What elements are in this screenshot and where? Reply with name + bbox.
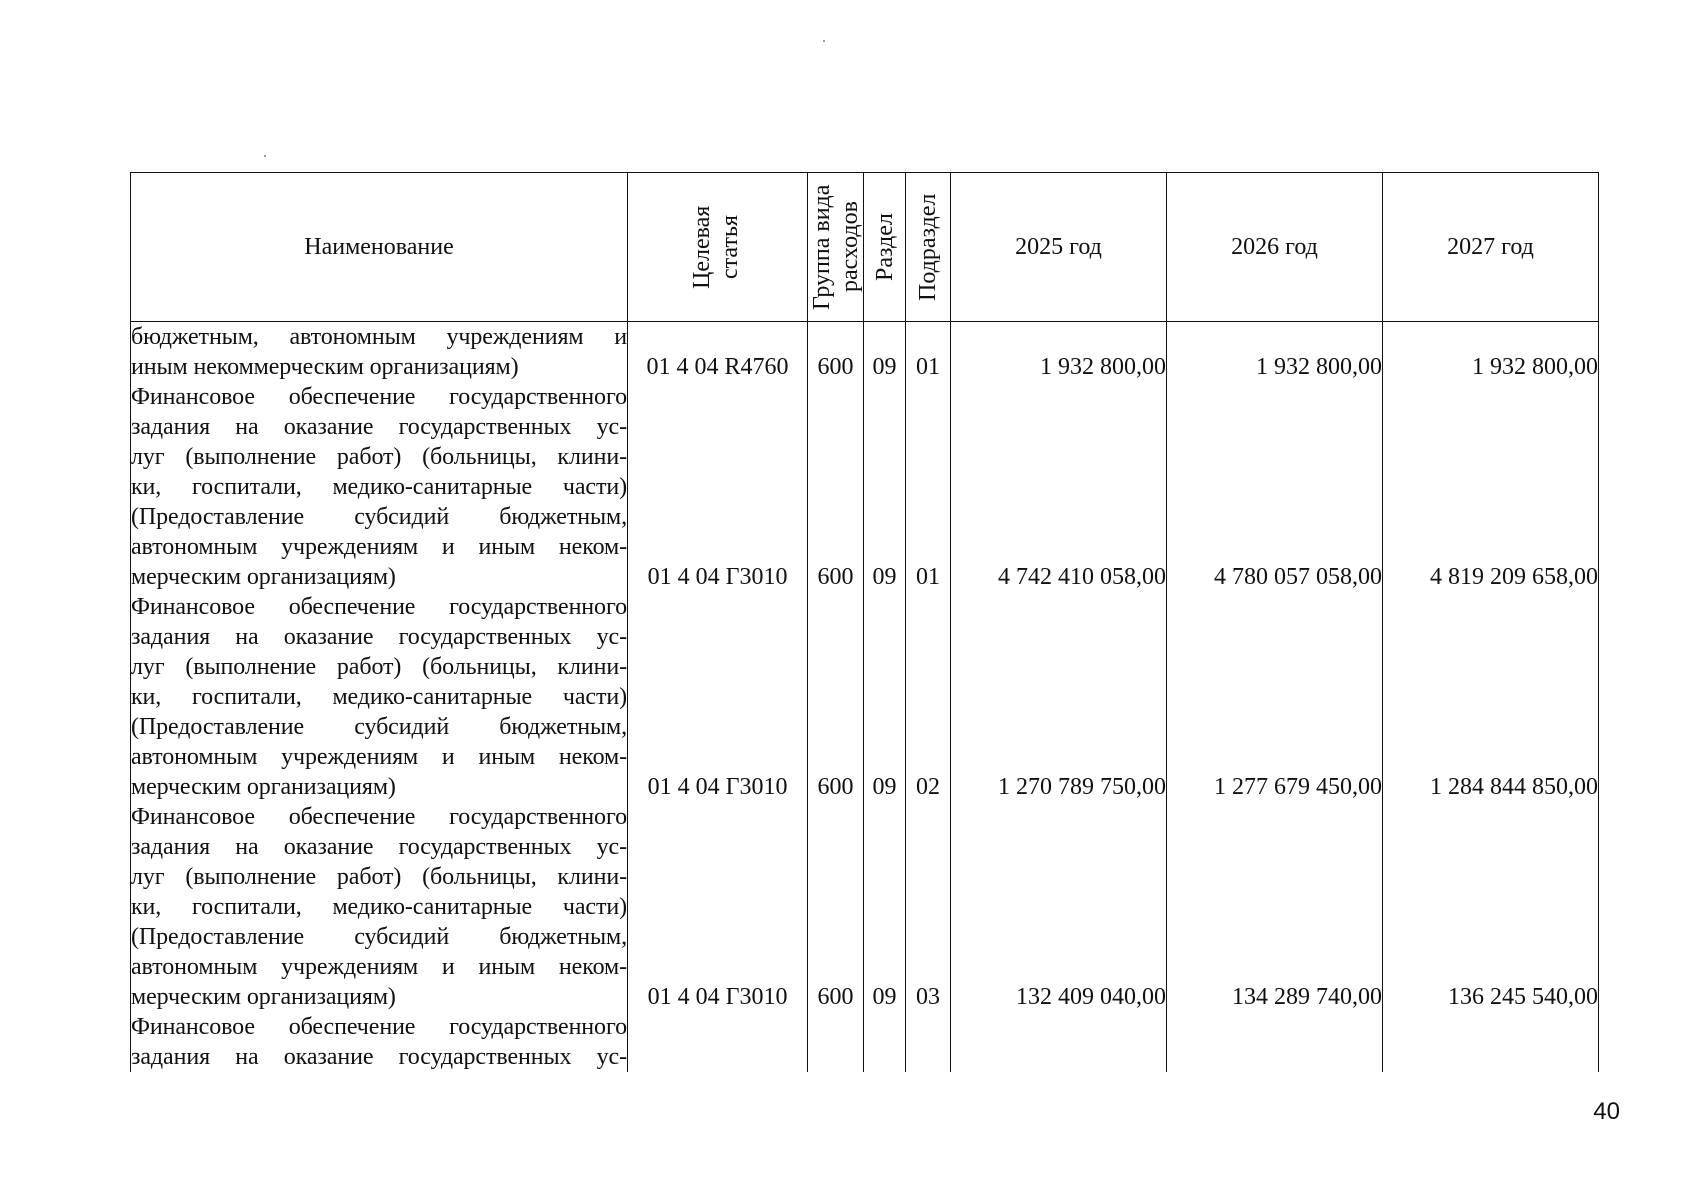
row-2025: 1 932 800,00 [951,322,1167,383]
header-2025: 2025 год [951,173,1167,322]
header-2026: 2026 год [1167,173,1383,322]
row-target [628,1012,808,1072]
row-name: Финансовое обеспечение государственного задания на оказание государственных ус- луг (выполнение работ) (больницы, клини- ки, госпитали, медико-санитарные части) (Предоставление субсидий бюджетным, автономным учреждениям и иным неком- мерческим организациям) [131,384,627,590]
row-name: Финансовое обеспечение государственного задания на оказание государственных ус- луг (выполнение работ) (больницы, клини- ки, госпитали, медико-санитарные части) (Предоставление субсидий бюджетным, автономным учреждениям и иным неком- мерческим организациям) [131,594,627,800]
row-group: 600 [808,322,864,383]
row-2027: 136 245 540,00 [1383,802,1599,1012]
row-2025: 132 409 040,00 [951,802,1167,1012]
row-target: 01 4 04 R4760 [628,322,808,383]
row-2027: 4 819 209 658,00 [1383,382,1599,592]
row-subsection: 02 [906,592,951,802]
table-row [131,592,1599,802]
page-number: 40 [1593,1098,1620,1125]
header-group: Группа вида расходов [808,173,864,322]
row-name: Финансовое обеспечение государственного задания на оказание государственных ус- [131,1014,627,1070]
header-section: Раздел [864,173,906,322]
row-section: 09 [864,382,906,592]
row-2026: 1 932 800,00 [1167,322,1383,383]
row-subsection: 01 [906,382,951,592]
row-2027: 1 284 844 850,00 [1383,592,1599,802]
header-target: Целевая статья [628,173,808,322]
row-name: Финансовое обеспечение государственного задания на оказание государственных ус- луг (выполнение работ) (больницы, клини- ки, госпитали, медико-санитарные части) (Предоставление субсидий бюджетным, автономным учреждениям и иным неком- мерческим организациям) [131,804,627,1010]
header-subsection: Подраздел [906,173,951,322]
row-2026: 1 277 679 450,00 [1167,592,1383,802]
row-group: 600 [808,592,864,802]
row-subsection [906,1012,951,1072]
row-2026 [1167,1012,1383,1072]
row-section: 09 [864,802,906,1012]
table-row [131,382,1599,592]
row-2027 [1383,1012,1599,1072]
row-group: 600 [808,802,864,1012]
row-section [864,1012,906,1072]
table-row [131,1012,1599,1072]
row-subsection: 03 [906,802,951,1012]
row-target: 01 4 04 Г3010 [628,592,808,802]
row-group: 600 [808,382,864,592]
scan-speck [823,40,825,42]
row-section: 09 [864,322,906,383]
row-section: 09 [864,592,906,802]
budget-table [130,172,1599,1072]
row-2027: 1 932 800,00 [1383,322,1599,383]
row-target: 01 4 04 Г3010 [628,382,808,592]
row-2026: 134 289 740,00 [1167,802,1383,1012]
row-2025: 1 270 789 750,00 [951,592,1167,802]
table-body [131,322,1599,1073]
row-group [808,1012,864,1072]
row-2025 [951,1012,1167,1072]
row-target: 01 4 04 Г3010 [628,802,808,1012]
header-row [131,173,1599,322]
row-name: бюджетным, автономным учреждениям и иным некоммерческим организациям) [131,322,628,383]
row-subsection: 01 [906,322,951,383]
row-2026: 4 780 057 058,00 [1167,382,1383,592]
header-2027: 2027 год [1383,173,1599,322]
header-name: Наименование [131,173,628,322]
scan-speck [264,155,266,157]
table-row [131,802,1599,1012]
row-2025: 4 742 410 058,00 [951,382,1167,592]
table-row [131,322,1599,383]
